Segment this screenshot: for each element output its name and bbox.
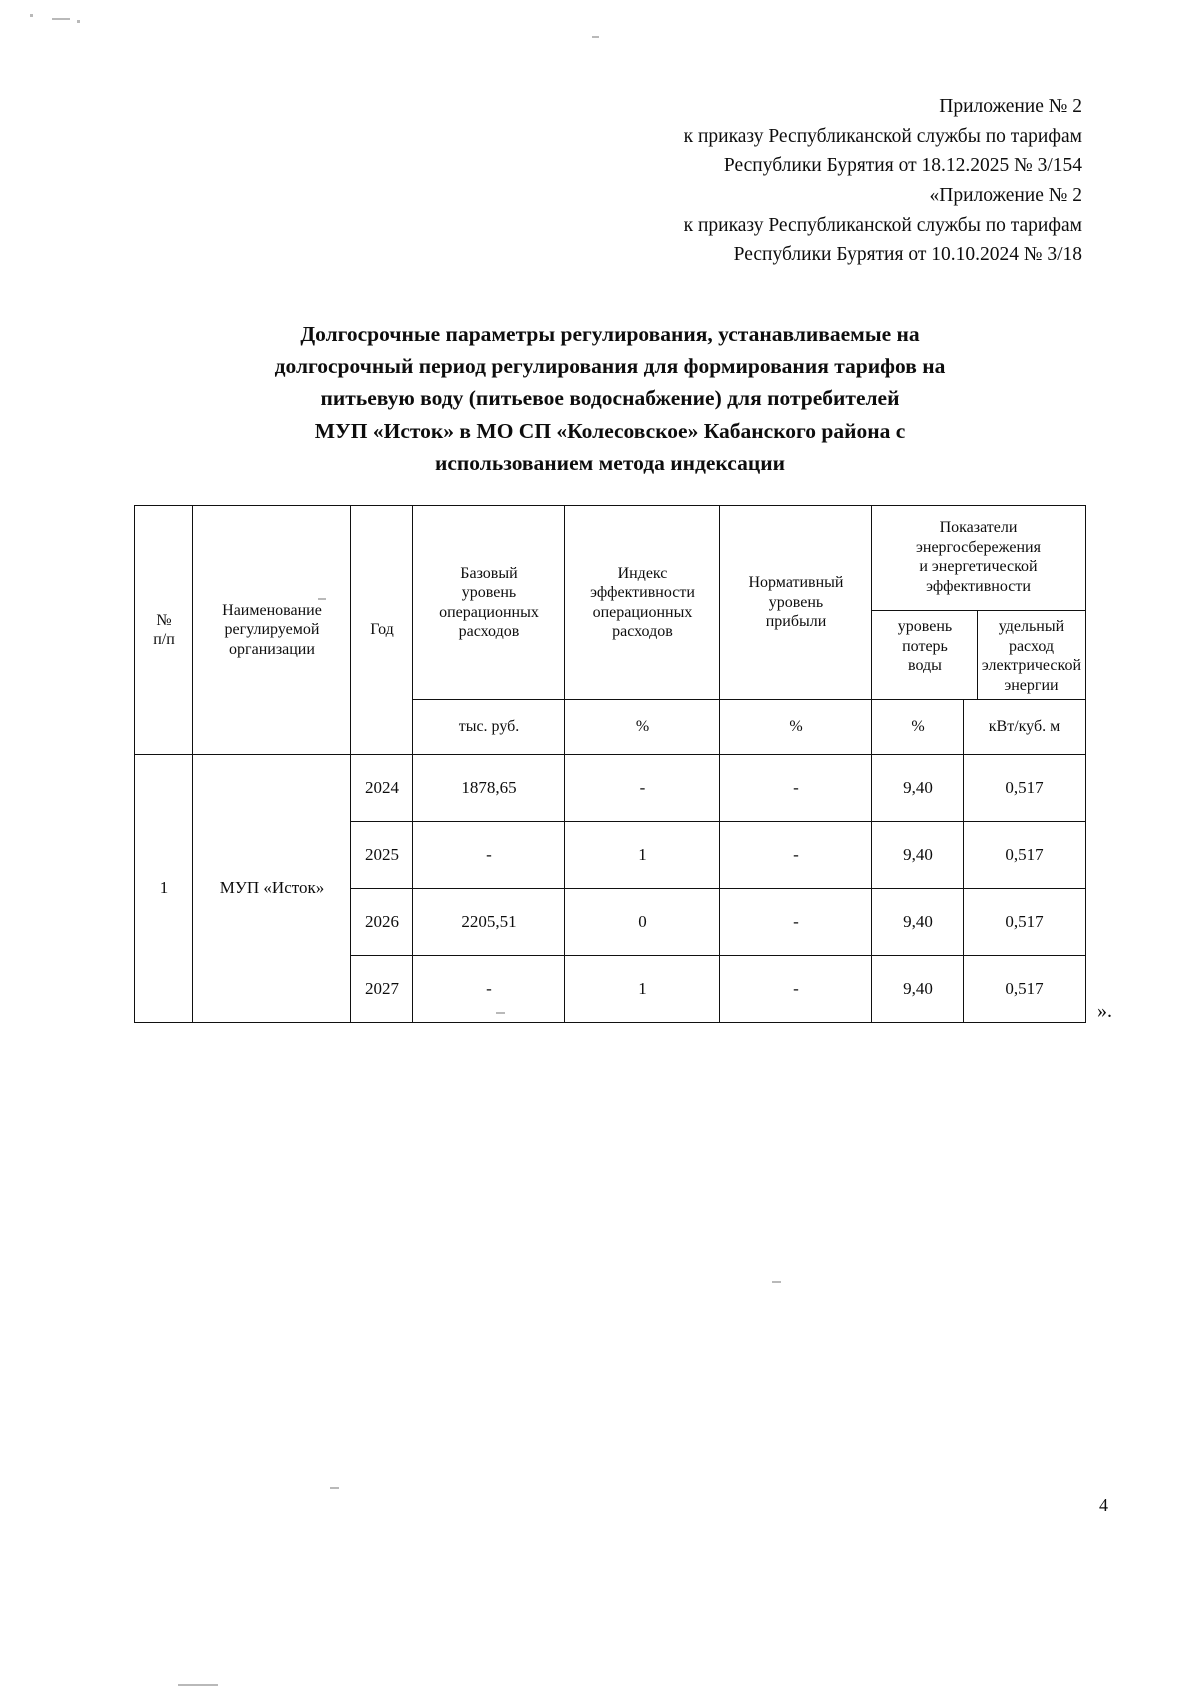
header-org-line3: организации [229, 640, 315, 658]
cell-normative-profit: - [720, 889, 872, 956]
cell-water-loss: 9,40 [872, 956, 964, 1023]
cell-base-level: - [413, 822, 565, 889]
header-cell-efficiency-index [565, 506, 720, 700]
header-loss-line1: уровень [897, 618, 953, 636]
header-line-4: «Приложение № 2 [929, 184, 1082, 206]
unit-cell-profit: % [720, 700, 872, 755]
unit-cell-index: % [565, 700, 720, 755]
page-number: 4 [1099, 1495, 1108, 1515]
scan-speck [318, 598, 326, 600]
header-index-line1: Индекс [617, 564, 668, 582]
header-loss-line3: воды [908, 657, 942, 675]
header-line-2: к приказу Республиканской службы по тарифам [683, 125, 1082, 147]
scan-speck [52, 18, 70, 20]
cell-year: 2026 [351, 889, 413, 956]
table-row [135, 755, 1085, 822]
scan-speck [772, 1281, 781, 1283]
cell-efficiency-index: 1 [565, 822, 720, 889]
header-line-5: к приказу Республиканской службы по тарифам [683, 214, 1082, 236]
table-header-row [135, 506, 1085, 700]
scan-speck [30, 14, 33, 17]
header-cell-year: Год [351, 506, 413, 755]
header-spec-line2: расход [1008, 637, 1055, 655]
cell-specific-energy: 0,517 [964, 956, 1085, 1023]
header-spec-line4: энергии [1004, 676, 1059, 694]
cell-year: 2024 [351, 755, 413, 822]
cell-normative-profit: - [720, 956, 872, 1023]
cell-efficiency-index: 1 [565, 956, 720, 1023]
title-line-3: питьевую воду (питьевое водоснабжение) для потребителей [320, 386, 900, 411]
header-spec-line3: электрической [981, 657, 1082, 675]
cell-water-loss: 9,40 [872, 822, 964, 889]
header-energy-group-line4: эффективности [926, 577, 1031, 595]
scan-speck [330, 1487, 339, 1489]
header-energy-group-line1: Показатели [939, 519, 1018, 536]
header-cell-normative-profit [720, 506, 872, 700]
cell-organization: МУП «Исток» [193, 755, 351, 1023]
header-cell-organization [193, 506, 351, 755]
header-org-line2: регулируемой [224, 621, 320, 639]
cell-base-level: - [413, 956, 565, 1023]
cell-year: 2025 [351, 822, 413, 889]
parameters-table [134, 505, 1085, 1023]
title-line-5: использованием метода индексации [434, 450, 785, 475]
unit-cell-energy: кВт/куб. м [964, 700, 1085, 755]
header-org-line1: Наименование [222, 601, 322, 619]
scan-speck [178, 1684, 218, 1686]
page-title [210, 318, 1010, 479]
header-energy-group-line3: и энергетической [919, 558, 1038, 576]
header-loss-line2: потерь [902, 637, 948, 655]
header-index-line4: расходов [612, 623, 673, 641]
header-base-line4: расходов [458, 623, 520, 641]
closing-quote: ». [1097, 1000, 1112, 1022]
header-cell-np [135, 506, 193, 755]
header-profit-line1: Нормативный [748, 574, 844, 592]
header-profit-line3: прибыли [765, 613, 827, 631]
cell-row-number: 1 [135, 755, 193, 1023]
header-line-6: Республики Бурятия от 10.10.2024 № 3/18 [733, 244, 1082, 266]
header-index-line2: эффективности [590, 584, 695, 602]
cell-specific-energy: 0,517 [964, 889, 1085, 956]
scan-speck [77, 20, 80, 23]
title-line-4: МУП «Исток» в МО СП «Колесовское» Кабанского района с [314, 418, 906, 443]
header-energy-group-line2: энергосбережения [916, 538, 1041, 556]
header-profit-line2: уровень [768, 593, 824, 611]
document-header [130, 92, 1090, 270]
header-line-3: Республики Бурятия от 18.12.2025 № 3/154 [723, 155, 1082, 177]
header-base-line1: Базовый [460, 564, 518, 582]
cell-specific-energy: 0,517 [964, 822, 1085, 889]
cell-specific-energy: 0,517 [964, 755, 1085, 822]
cell-efficiency-index: 0 [565, 889, 720, 956]
header-cell-base-level [413, 506, 565, 700]
header-index-line3: операционных [592, 603, 693, 621]
cell-normative-profit: - [720, 755, 872, 822]
unit-cell-base: тыс. руб. [413, 700, 565, 755]
scan-speck [496, 1012, 505, 1014]
cell-year: 2027 [351, 956, 413, 1023]
title-line-2: долгосрочный период регулирования для формирования тарифов на [274, 354, 946, 378]
scan-speck [592, 36, 599, 38]
cell-base-level: 1878,65 [413, 755, 565, 822]
header-spec-line1: удельный [998, 618, 1065, 636]
cell-efficiency-index: - [565, 755, 720, 822]
cell-base-level: 2205,51 [413, 889, 565, 956]
header-np-line1: № [156, 611, 172, 629]
cell-normative-profit: - [720, 822, 872, 889]
header-line-1: Приложение № 2 [939, 96, 1082, 117]
unit-cell-loss: % [872, 700, 964, 755]
title-line-1: Долгосрочные параметры регулирования, устанавливаемые на [300, 321, 920, 346]
parameters-table-wrapper [130, 505, 1090, 1023]
cell-water-loss: 9,40 [872, 755, 964, 822]
header-np-line2: п/п [153, 631, 175, 649]
cell-water-loss: 9,40 [872, 889, 964, 956]
header-cell-energy-group [872, 506, 1085, 700]
header-base-line3: операционных [439, 603, 539, 621]
header-base-line2: уровень [461, 584, 517, 602]
